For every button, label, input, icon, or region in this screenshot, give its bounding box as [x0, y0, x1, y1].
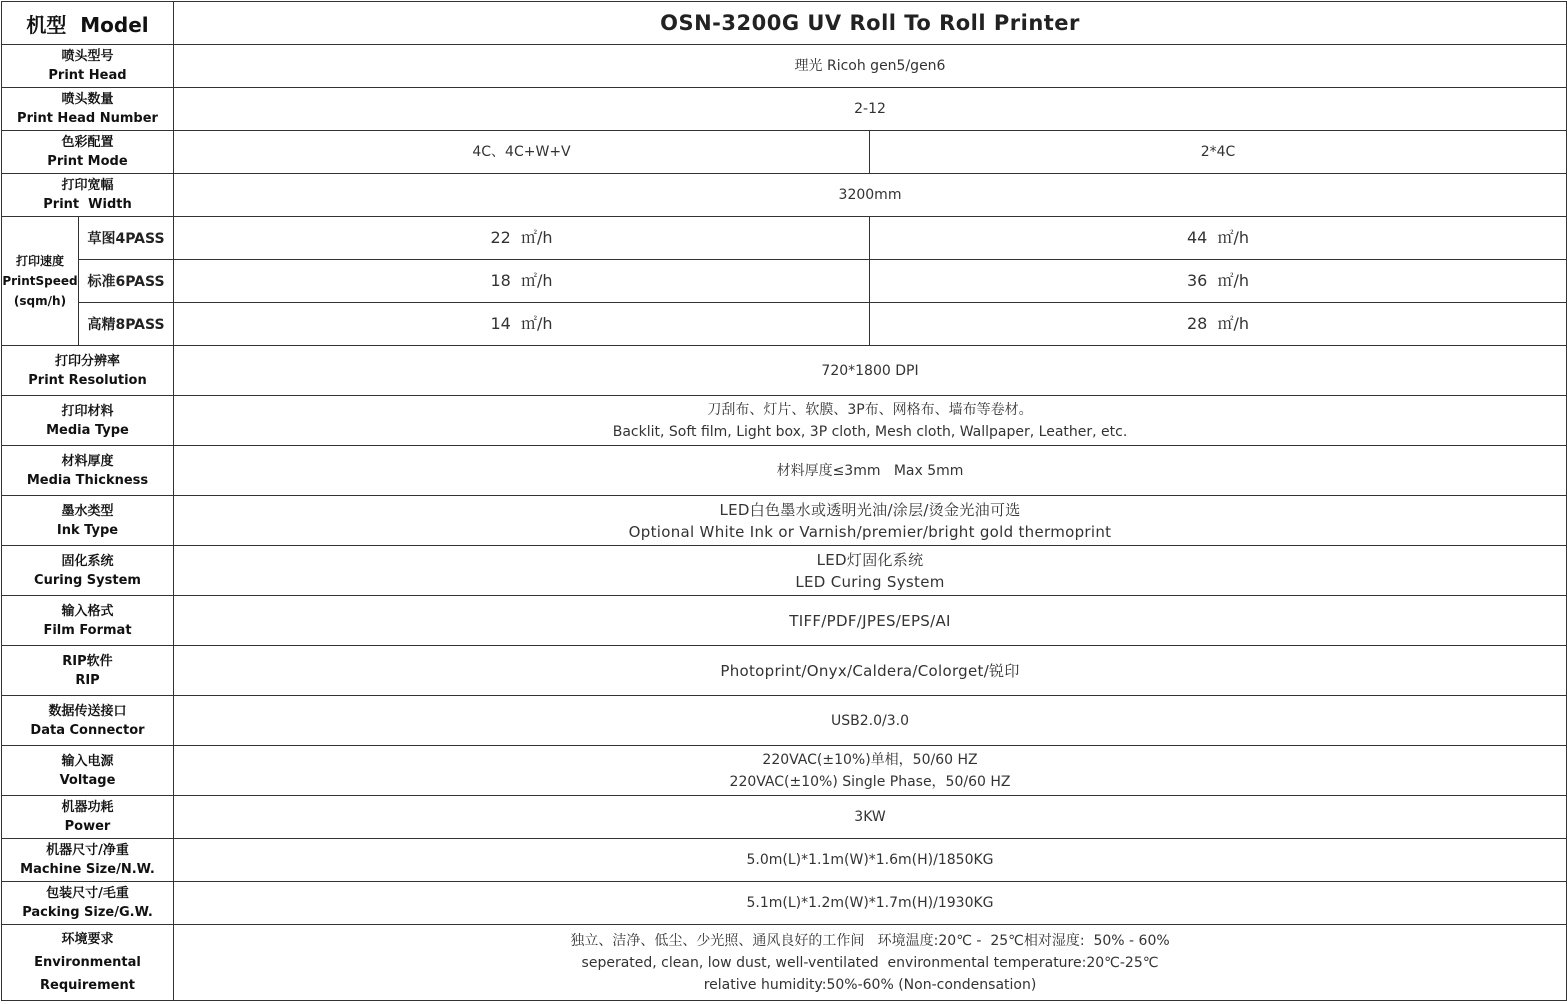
row-power	[2, 796, 1567, 839]
row-print-mode	[2, 131, 1567, 174]
row-media-thickness	[2, 446, 1567, 496]
print-head-label: 喷头型号 Print Head	[2, 45, 174, 88]
row-voltage	[2, 746, 1567, 796]
ink-type-value: LED白色墨水或透明光油/涂层/烫金光油可选 Optional White Ink or Varnish/premier/bright gold thermoprint	[174, 496, 1567, 546]
voltage-label: 输入电源 Voltage	[2, 746, 174, 796]
row-curing	[2, 546, 1567, 596]
speed-mode-label: 高精8PASS	[79, 303, 174, 346]
voltage-value: 220VAC(±10%)单相，50/60 HZ 220VAC(±10%) Single Phase，50/60 HZ	[174, 746, 1567, 796]
curing-label: 固化系统 Curing System	[2, 546, 174, 596]
row-speed-1	[2, 217, 1567, 260]
media-type-value: 刀刮布、灯片、软膜、3P布、网格布、墙布等卷材。 Backlit, Soft film, Light box, 3P cloth, Mesh cloth, Wallpaper, Leather, etc.	[174, 396, 1567, 446]
model-title: OSN-3200G UV Roll To Roll Printer	[174, 2, 1567, 45]
spec-table	[1, 1, 1567, 1001]
resolution-value: 720*1800 DPI	[174, 346, 1567, 396]
row-machine-size	[2, 839, 1567, 882]
row-media-type	[2, 396, 1567, 446]
row-speed-3	[2, 303, 1567, 346]
machine-size-label: 机器尺寸/净重 Machine Size/N.W.	[2, 839, 174, 882]
row-rip	[2, 646, 1567, 696]
media-thickness-label: 材料厚度 Media Thickness	[2, 446, 174, 496]
film-format-value: TIFF/PDF/JPES/EPS/AI	[174, 596, 1567, 646]
speed-value-left: 14 ㎡/h	[174, 303, 870, 346]
row-print-width	[2, 174, 1567, 217]
rip-value: Photoprint/Onyx/Caldera/Colorget/锐印	[174, 646, 1567, 696]
ink-type-label: 墨水类型 Ink Type	[2, 496, 174, 546]
print-mode-right: 2*4C	[870, 131, 1567, 174]
row-data-connector	[2, 696, 1567, 746]
environment-value: 独立、洁净、低尘、少光照、通风良好的工作间 环境温度:20℃ - 25℃相对湿度: 50% - 60% seperated, clean, low dust, well-ventilated environmental temperature:20℃-25℃ relative humidity:50%-60% (Non-condensation)	[174, 925, 1567, 1001]
speed-mode-label: 标准6PASS	[79, 260, 174, 303]
row-print-head	[2, 45, 1567, 88]
header-row	[2, 2, 1567, 45]
environment-label: 环境要求 Environmental Requirement	[2, 925, 174, 1001]
media-thickness-value: 材料厚度≤3mm Max 5mm	[174, 446, 1567, 496]
print-speed-label: 打印速度 PrintSpeed (sqm/h)	[2, 217, 79, 346]
data-connector-label: 数据传送接口 Data Connector	[2, 696, 174, 746]
speed-value-left: 22 ㎡/h	[174, 217, 870, 260]
head-number-label: 喷头数量 Print Head Number	[2, 88, 174, 131]
row-environment	[2, 925, 1567, 1001]
row-head-number	[2, 88, 1567, 131]
speed-value-right: 44 ㎡/h	[870, 217, 1567, 260]
data-connector-value: USB2.0/3.0	[174, 696, 1567, 746]
row-speed-2	[2, 260, 1567, 303]
speed-value-right: 36 ㎡/h	[870, 260, 1567, 303]
row-film-format	[2, 596, 1567, 646]
print-width-value: 3200mm	[174, 174, 1567, 217]
rip-label: RIP软件 RIP	[2, 646, 174, 696]
film-format-label: 输入格式 Film Format	[2, 596, 174, 646]
print-mode-left: 4C、4C+W+V	[174, 131, 870, 174]
packing-size-value: 5.1m(L)*1.2m(W)*1.7m(H)/1930KG	[174, 882, 1567, 925]
speed-mode-label: 草图4PASS	[79, 217, 174, 260]
model-label: 机型 Model	[2, 2, 174, 45]
row-ink-type	[2, 496, 1567, 546]
row-packing-size	[2, 882, 1567, 925]
resolution-label: 打印分辨率 Print Resolution	[2, 346, 174, 396]
media-type-label: 打印材料 Media Type	[2, 396, 174, 446]
print-head-value: 理光 Ricoh gen5/gen6	[174, 45, 1567, 88]
print-mode-label: 色彩配置 Print Mode	[2, 131, 174, 174]
head-number-value: 2-12	[174, 88, 1567, 131]
packing-size-label: 包装尺寸/毛重 Packing Size/G.W.	[2, 882, 174, 925]
speed-value-right: 28 ㎡/h	[870, 303, 1567, 346]
print-width-label: 打印宽幅 Print Width	[2, 174, 174, 217]
curing-value: LED灯固化系统 LED Curing System	[174, 546, 1567, 596]
power-label: 机器功耗 Power	[2, 796, 174, 839]
power-value: 3KW	[174, 796, 1567, 839]
speed-value-left: 18 ㎡/h	[174, 260, 870, 303]
row-resolution	[2, 346, 1567, 396]
machine-size-value: 5.0m(L)*1.1m(W)*1.6m(H)/1850KG	[174, 839, 1567, 882]
